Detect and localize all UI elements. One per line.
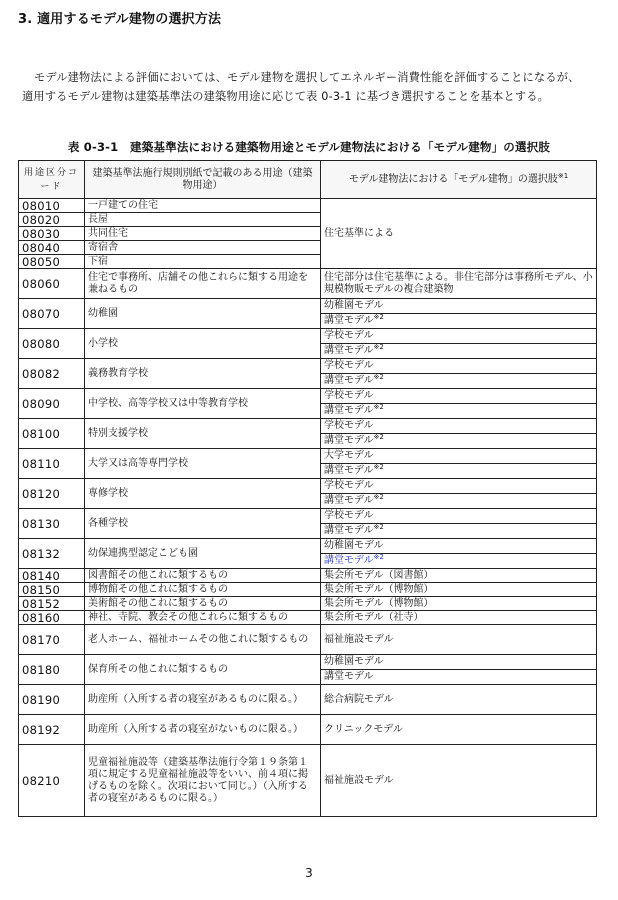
usage-code-cell: 08082: [19, 359, 85, 389]
model-cell: 集会所モデル（社寺）: [321, 611, 597, 625]
usage-cell: 幼保連携型認定こども園: [85, 539, 321, 569]
table-row: [19, 745, 597, 817]
note-marker: ※2: [373, 493, 384, 501]
table-row: [19, 569, 597, 583]
usage-code-cell: 08060: [19, 269, 85, 299]
table-row: [19, 509, 597, 539]
model-option-secondary-label: 講堂モデル: [324, 345, 374, 356]
usage-model-table: [18, 160, 597, 817]
note-marker: ※2: [373, 343, 384, 351]
usage-code-cell: 08110: [19, 449, 85, 479]
usage-code-cell: 08020: [19, 213, 85, 227]
model-option-secondary-label: 講堂モデル: [324, 671, 374, 682]
usage-cell: 特別支援学校: [85, 419, 321, 449]
model-option-primary: 学校モデル: [321, 419, 596, 434]
usage-cell: 児童福祉施設等（建築基準法施行令第１９条第１項に規定する児童福祉施設等をいい、前４項に掲げるものを除く。次項において同じ。）（入所する者の寝室があるものに限る。）: [85, 745, 321, 817]
model-cell: 福祉施設モデル: [321, 625, 597, 655]
usage-cell: 保育所その他これに類するもの: [85, 655, 321, 685]
model-cell: [321, 299, 597, 329]
model-option-primary: 幼稚園モデル: [321, 655, 596, 670]
model-option-secondary-label: 講堂モデル: [324, 435, 374, 446]
usage-cell: 一戸建ての住宅: [85, 199, 321, 213]
usage-cell: 博物館その他これに類するもの: [85, 583, 321, 597]
model-cell: 福祉施設モデル: [321, 745, 597, 817]
table-row: [19, 419, 597, 449]
usage-code-cell: 08150: [19, 583, 85, 597]
usage-code-cell: 08010: [19, 199, 85, 213]
header-model-label: モデル建物法における「モデル建物」の選択肢: [348, 173, 558, 185]
usage-cell: 助産所（入所する者の寝室があるものに限る。）: [85, 685, 321, 715]
usage-code-cell: 08120: [19, 479, 85, 509]
table-row: [19, 715, 597, 745]
model-cell: [321, 509, 597, 539]
model-cell: [321, 389, 597, 419]
usage-cell: 住宅で事務所、店舗その他これらに類する用途を兼ねるもの: [85, 269, 321, 299]
model-cell: [321, 329, 597, 359]
model-cell: クリニックモデル: [321, 715, 597, 745]
table-header-row: [19, 161, 597, 199]
usage-cell: 中学校、高等学校又は中等教育学校: [85, 389, 321, 419]
model-option-secondary-label: 講堂モデル: [324, 375, 374, 386]
table-row: [19, 199, 597, 213]
table-row: [19, 479, 597, 509]
model-option-primary: 大学モデル: [321, 449, 596, 464]
table-row: [19, 597, 597, 611]
usage-code-cell: 08130: [19, 509, 85, 539]
model-option-primary: 幼稚園モデル: [321, 299, 596, 314]
usage-cell: 小学校: [85, 329, 321, 359]
usage-code-cell: 08140: [19, 569, 85, 583]
table-row: [19, 625, 597, 655]
header-model-note: ※1: [557, 171, 569, 180]
note-marker: ※2: [373, 373, 384, 381]
header-code: 用途区分コード: [19, 161, 85, 199]
usage-cell: 各種学校: [85, 509, 321, 539]
table-row: [19, 359, 597, 389]
usage-cell: 専修学校: [85, 479, 321, 509]
header-usage: 建築基準法施行規則別紙で記載のある用途（建築物用途）: [85, 161, 321, 199]
note-marker: ※2: [373, 463, 384, 471]
header-model: [321, 161, 597, 199]
model-option-secondary-label: 講堂モデル: [324, 495, 374, 506]
section-heading: 3. 適用するモデル建物の選択方法: [18, 12, 222, 27]
usage-code-cell: 08192: [19, 715, 85, 745]
table-row: [19, 583, 597, 597]
body-paragraph: モデル建物法による評価においては、モデル建物を選択してエネルギー消費性能を評価することになるが、適用するモデル建物は建築基準法の建築物用途に応じて表 0-3-1 に基づき選択することを基本とする。: [22, 71, 580, 103]
model-option-secondary: [321, 554, 596, 568]
model-option-secondary: [321, 434, 596, 448]
model-option-secondary: [321, 464, 596, 478]
model-cell: 総合病院モデル: [321, 685, 597, 715]
note-marker: ※2: [373, 553, 384, 561]
model-cell: [321, 479, 597, 509]
note-marker: ※2: [373, 433, 384, 441]
model-option-secondary: [321, 524, 596, 538]
table-row: [19, 329, 597, 359]
model-option-secondary-label: 講堂モデル: [324, 405, 374, 416]
table-body: [19, 199, 597, 817]
model-cell: 集会所モデル（博物館）: [321, 583, 597, 597]
model-cell: 集会所モデル（博物館）: [321, 597, 597, 611]
usage-cell: 図書館その他これに類するもの: [85, 569, 321, 583]
table-row: [19, 539, 597, 569]
note-marker: ※2: [373, 403, 384, 411]
usage-code-cell: 08030: [19, 227, 85, 241]
note-marker: ※2: [373, 523, 384, 531]
model-option-primary: 学校モデル: [321, 329, 596, 344]
model-cell: 集会所モデル（図書館）: [321, 569, 597, 583]
table-row: [19, 269, 597, 299]
usage-code-cell: 08160: [19, 611, 85, 625]
model-option-primary: 学校モデル: [321, 359, 596, 374]
model-option-secondary-label: 講堂モデル: [324, 555, 374, 566]
table-caption: 表 0-3-1 建築基準法における建築物用途とモデル建物法における「モデル建物」の選択肢: [67, 140, 551, 154]
model-option-secondary: [321, 314, 596, 328]
usage-cell: 長屋: [85, 213, 321, 227]
usage-cell: 寄宿舎: [85, 241, 321, 255]
usage-code-cell: 08070: [19, 299, 85, 329]
model-cell: [321, 359, 597, 389]
usage-code-cell: 08210: [19, 745, 85, 817]
usage-code-cell: 08040: [19, 241, 85, 255]
model-cell: 住宅部分は住宅基準による。非住宅部分は事務所モデル、小規模物販モデルの複合建築物: [321, 269, 597, 299]
model-cell: [321, 419, 597, 449]
usage-code-cell: 08152: [19, 597, 85, 611]
usage-cell: 幼稚園: [85, 299, 321, 329]
table-row: [19, 389, 597, 419]
usage-code-cell: 08170: [19, 625, 85, 655]
model-cell: [321, 655, 597, 685]
model-option-secondary: [321, 374, 596, 388]
usage-cell: 美術館その他これに類するもの: [85, 597, 321, 611]
table-row: [19, 655, 597, 685]
usage-cell: 大学又は高等専門学校: [85, 449, 321, 479]
usage-cell: 義務教育学校: [85, 359, 321, 389]
model-option-primary: 学校モデル: [321, 479, 596, 494]
usage-code-cell: 08100: [19, 419, 85, 449]
usage-code-cell: 08090: [19, 389, 85, 419]
model-option-secondary: [321, 344, 596, 358]
model-option-secondary: [321, 404, 596, 418]
model-option-primary: 学校モデル: [321, 389, 596, 404]
model-option-primary: 学校モデル: [321, 509, 596, 524]
table-row: [19, 611, 597, 625]
usage-code-cell: 08050: [19, 255, 85, 269]
page-number: 3: [305, 866, 313, 880]
usage-cell: 下宿: [85, 255, 321, 269]
usage-cell: 神社、寺院、教会その他これらに類するもの: [85, 611, 321, 625]
note-marker: ※2: [373, 313, 384, 321]
model-option-secondary-label: 講堂モデル: [324, 315, 374, 326]
model-option-primary: 幼稚園モデル: [321, 539, 596, 554]
table-row: [19, 449, 597, 479]
model-option-secondary: [321, 670, 596, 684]
model-option-secondary: [321, 494, 596, 508]
table-row: [19, 299, 597, 329]
table-row: [19, 685, 597, 715]
model-cell: [321, 449, 597, 479]
usage-cell: 老人ホーム、福祉ホームその他これに類するもの: [85, 625, 321, 655]
model-option-secondary-label: 講堂モデル: [324, 525, 374, 536]
usage-code-cell: 08190: [19, 685, 85, 715]
usage-cell: 共同住宅: [85, 227, 321, 241]
model-option-secondary-label: 講堂モデル: [324, 465, 374, 476]
model-cell-group: 住宅基準による: [321, 199, 597, 269]
usage-cell: 助産所（入所する者の寝室がないものに限る。）: [85, 715, 321, 745]
usage-code-cell: 08132: [19, 539, 85, 569]
usage-code-cell: 08080: [19, 329, 85, 359]
model-cell: [321, 539, 597, 569]
usage-code-cell: 08180: [19, 655, 85, 685]
